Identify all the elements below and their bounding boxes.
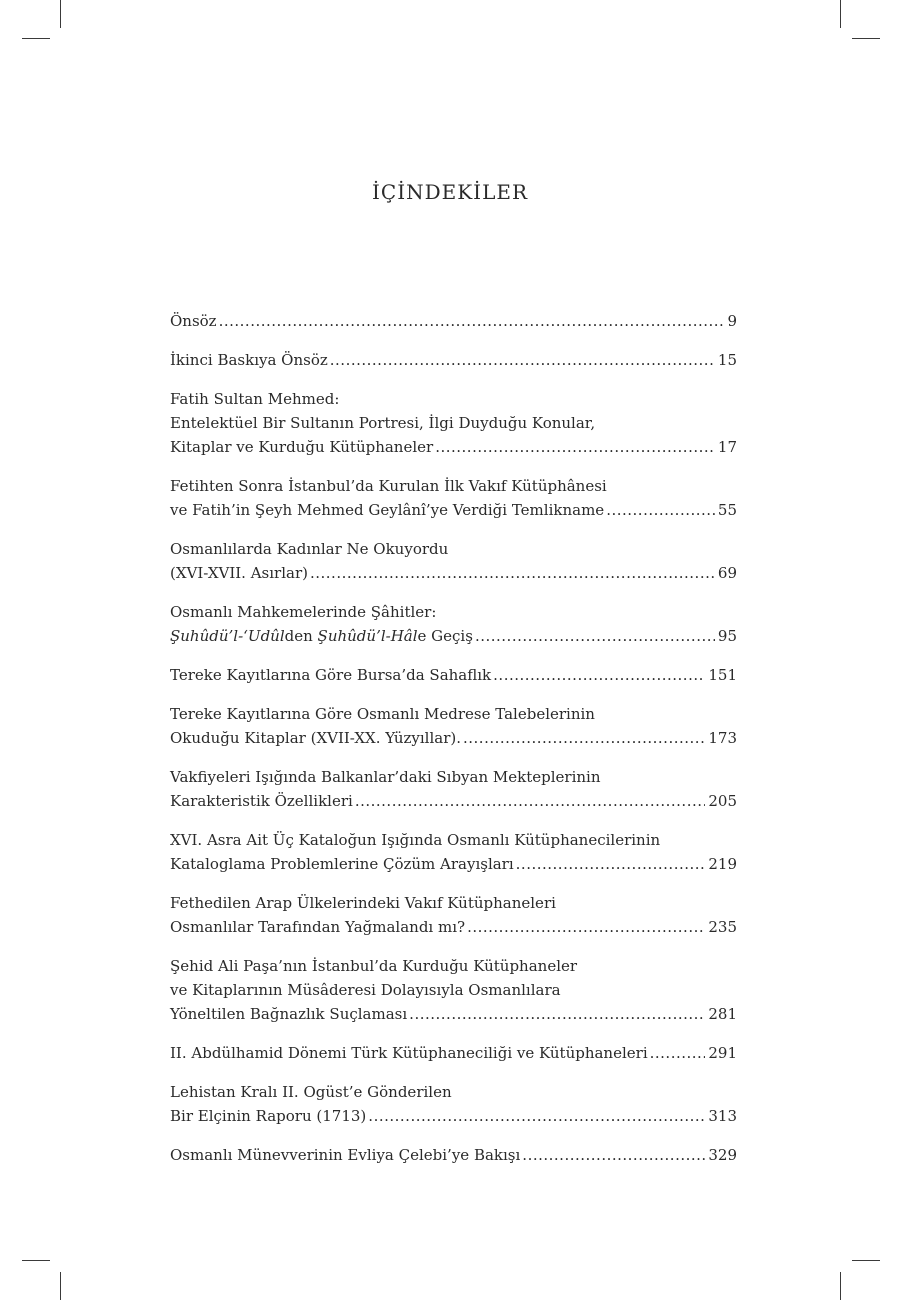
toc-entry[interactable]: [170, 828, 737, 876]
toc-entry-last-line: [170, 726, 737, 750]
dot-leader: [475, 624, 715, 648]
toc-entry-title: Osmanlı Münevverinin Evliya Çelebi’ye Bakışı: [170, 1146, 521, 1164]
toc-entry-title-line: ve Kitaplarının Müsâderesi Dolayısıyla Osmanlılara: [170, 981, 561, 999]
toc-entry-title: Tereke Kayıtlarına Göre Bursa’da Sahaflık: [170, 666, 492, 684]
dot-leader: [467, 915, 705, 939]
toc-entry-title-line: XVI. Asra Ait Üç Kataloğun Işığında Osmanlı Kütüphanecilerinin: [170, 831, 661, 849]
toc-entry-title: Yöneltilen Bağnazlık Suçlaması: [170, 1005, 408, 1023]
toc-entry[interactable]: [170, 765, 737, 813]
dot-leader: [409, 1002, 705, 1026]
toc-entry-last-line: [170, 915, 737, 939]
toc-entry-title-line: Fatih Sultan Mehmed:: [170, 390, 340, 408]
toc-entry-title: Kataloglama Problemlerine Çözüm Arayışları: [170, 855, 514, 873]
toc-entry-last-line: [170, 1143, 737, 1167]
page-number: 151: [708, 666, 737, 684]
toc-entry-title-line: Entelektüel Bir Sultanın Portresi, İlgi Duyduğu Konular,: [170, 414, 596, 432]
dot-leader: [463, 726, 705, 750]
toc-entry-last-line: [170, 663, 737, 687]
dot-leader: [368, 1104, 705, 1128]
dot-leader: [330, 348, 715, 372]
toc-entry[interactable]: [170, 309, 737, 333]
toc-entry-title: İkinci Baskıya Önsöz: [170, 351, 328, 369]
page-number: 219: [708, 855, 737, 873]
page-number: 281: [708, 1005, 737, 1023]
toc-entry-last-line: [170, 435, 737, 459]
toc-entry-title: (XVI-XVII. Asırlar): [170, 564, 308, 582]
dot-leader: [219, 309, 725, 333]
dot-leader: [435, 435, 715, 459]
toc-entry-title-line: Şehid Ali Paşa’nın İstanbul’da Kurduğu Kütüphaneler: [170, 957, 578, 975]
toc-entry[interactable]: [170, 1080, 737, 1128]
page-number: 313: [708, 1107, 737, 1125]
dot-leader: [310, 561, 715, 585]
crop-mark: [22, 1260, 50, 1261]
toc-entry-title-part: e Geçiş: [417, 627, 473, 645]
toc-entry-last-line: [170, 309, 737, 333]
crop-mark: [840, 0, 841, 28]
toc-entry-last-line: [170, 561, 737, 585]
toc-entry[interactable]: [170, 1143, 737, 1167]
crop-mark: [60, 0, 61, 28]
toc-entry-title-line: Fetihten Sonra İstanbul’da Kurulan İlk Vakıf Kütüphânesi: [170, 477, 607, 495]
toc-entry[interactable]: [170, 891, 737, 939]
toc-entry[interactable]: [170, 348, 737, 372]
toc-entry-title-line: Tereke Kayıtlarına Göre Osmanlı Medrese Talebelerinin: [170, 705, 595, 723]
page-number: 15: [717, 351, 737, 369]
page-number: 235: [708, 918, 737, 936]
page-number: 173: [708, 729, 737, 747]
crop-mark: [22, 38, 50, 39]
toc-entry-last-line: [170, 1041, 737, 1065]
toc-entry-last-line: [170, 498, 737, 522]
toc-entry-last-line: [170, 852, 737, 876]
dot-leader: [516, 852, 706, 876]
toc-entry-title-part: den: [284, 627, 318, 645]
toc-entry-last-line: [170, 789, 737, 813]
page-number: 55: [717, 501, 737, 519]
dot-leader: [522, 1143, 705, 1167]
toc-entry-title: Osmanlılar Tarafından Yağmalandı mı?: [170, 918, 466, 936]
page-number: 9: [727, 312, 737, 330]
toc-entry-title-part: Şuhûdü’l-Hâl: [317, 627, 418, 645]
dot-leader: [493, 663, 705, 687]
toc-entry-title-line: Fethedilen Arap Ülkelerindeki Vakıf Kütüphaneleri: [170, 894, 556, 912]
toc-entry-title-line: Vakfiyeleri Işığında Balkanlar’daki Sıbyan Mekteplerinin: [170, 768, 601, 786]
toc-entry-last-line: [170, 624, 737, 648]
toc-entry-title: Okuduğu Kitaplar (XVII-XX. Yüzyıllar).: [170, 729, 461, 747]
toc-entry[interactable]: [170, 1041, 737, 1065]
page-number: 17: [717, 438, 737, 456]
toc-entry-last-line: [170, 1002, 737, 1026]
crop-mark: [852, 1260, 880, 1261]
dot-leader: [650, 1041, 706, 1065]
toc-entry-title: Bir Elçinin Raporu (1713): [170, 1107, 367, 1125]
toc-entry[interactable]: [170, 954, 737, 1026]
toc-entry[interactable]: [170, 663, 737, 687]
toc-entry-title-line: Lehistan Kralı II. Ogüst’e Gönderilen: [170, 1083, 452, 1101]
dot-leader: [606, 498, 715, 522]
page-number: 291: [708, 1044, 737, 1062]
toc-entry-last-line: [170, 348, 737, 372]
toc-entry-title: ve Fatih’in Şeyh Mehmed Geylânî’ye Verdiği Temlikname: [170, 501, 605, 519]
crop-mark: [852, 38, 880, 39]
toc-entry[interactable]: [170, 387, 737, 459]
page-title: İÇİNDEKİLER: [371, 180, 529, 204]
toc-entry-title: [170, 624, 473, 648]
page-number: 329: [708, 1146, 737, 1164]
page-number: 205: [708, 792, 737, 810]
crop-mark: [840, 1272, 841, 1300]
crop-mark: [60, 1272, 61, 1300]
toc-entry-title: II. Abdülhamid Dönemi Türk Kütüphaneciliği ve Kütüphaneleri: [170, 1044, 648, 1062]
toc-entry-title-line: Osmanlı Mahkemelerinde Şâhitler:: [170, 603, 437, 621]
page-number: 95: [717, 627, 737, 645]
page-number: 69: [717, 564, 737, 582]
table-of-contents: [170, 309, 737, 1182]
toc-entry[interactable]: [170, 474, 737, 522]
toc-entry-title: Karakteristik Özellikleri: [170, 792, 353, 810]
toc-entry-title: Önsöz: [170, 312, 217, 330]
toc-entry[interactable]: [170, 702, 737, 750]
toc-entry-title-part: Şuhûdü’l-‘Udûl: [170, 627, 285, 645]
toc-entry-title: Kitaplar ve Kurduğu Kütüphaneler: [170, 438, 434, 456]
toc-entry[interactable]: [170, 600, 737, 648]
toc-entry[interactable]: [170, 537, 737, 585]
dot-leader: [355, 789, 706, 813]
toc-entry-last-line: [170, 1104, 737, 1128]
toc-entry-title-line: Osmanlılarda Kadınlar Ne Okuyordu: [170, 540, 449, 558]
